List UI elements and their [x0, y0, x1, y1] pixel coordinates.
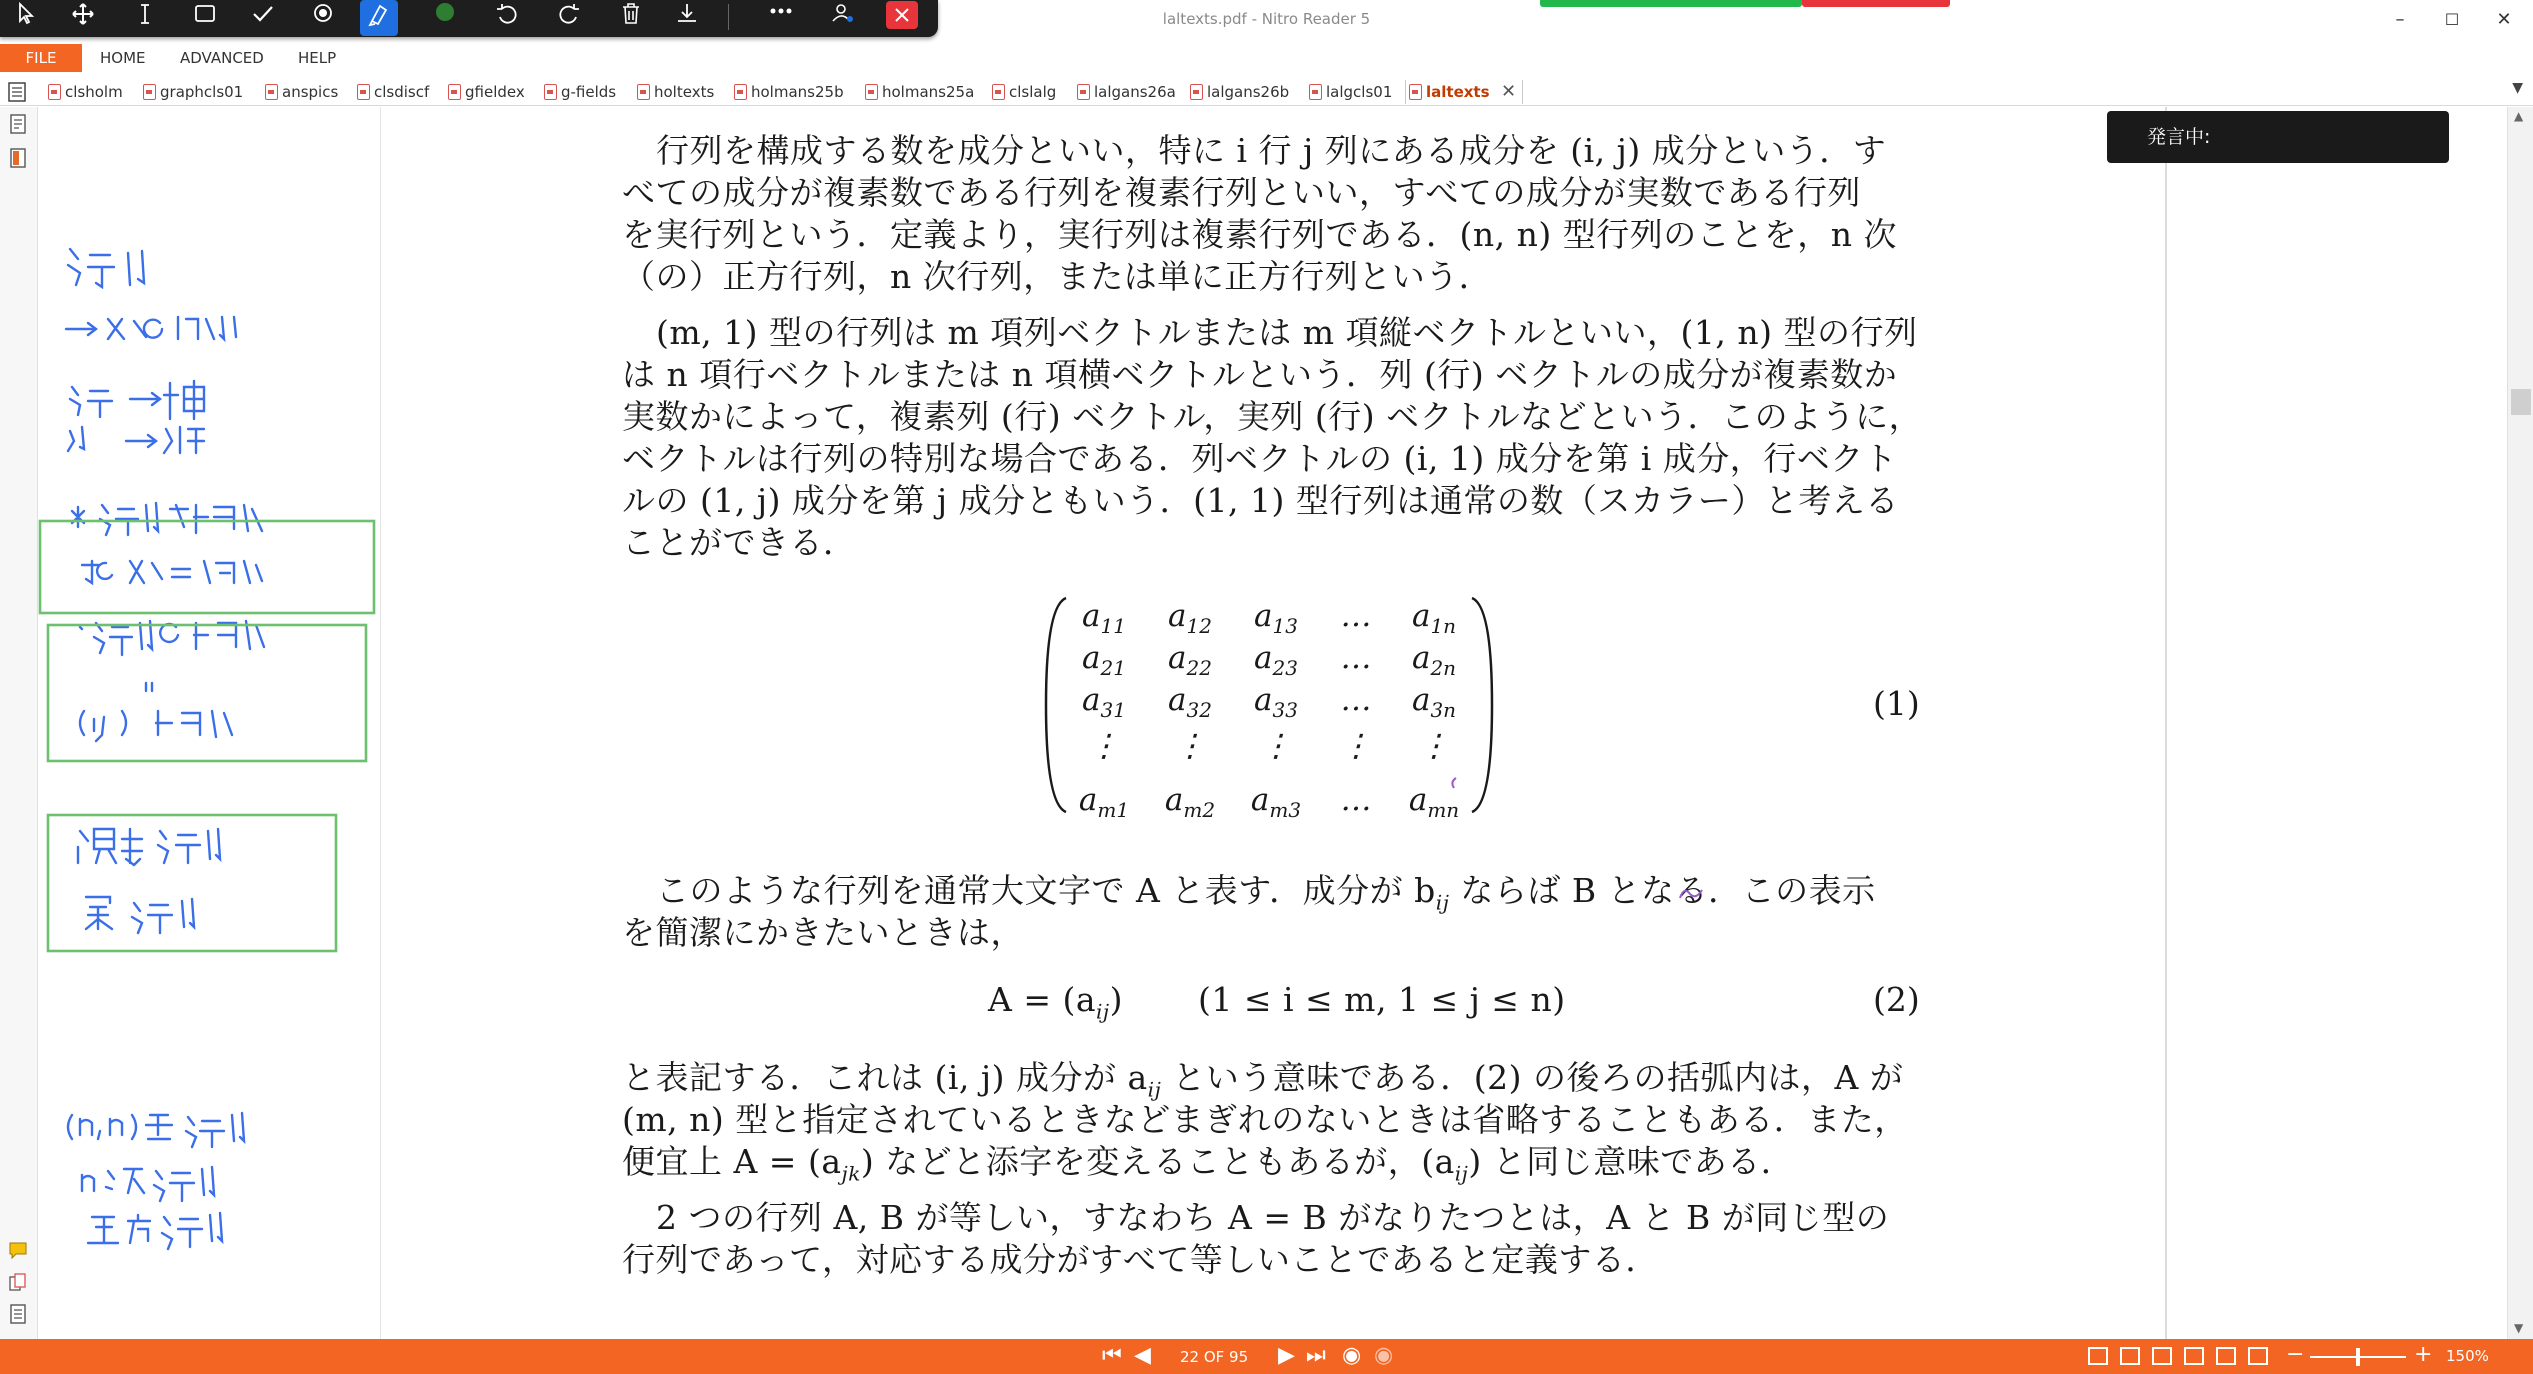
equation-2-condition: (1 ≤ i ≤ m, 1 ≤ j ≤ n)	[1198, 980, 1566, 1019]
menu-home[interactable]: HOME	[100, 49, 146, 67]
menu-bar	[0, 44, 2533, 72]
eq2-rhs: )	[1109, 980, 1123, 1019]
menu-advanced[interactable]: ADVANCED	[180, 49, 264, 67]
matrix-cell: …	[1340, 640, 1372, 676]
tab-label: lalgans26a	[1094, 83, 1176, 101]
next-page-icon[interactable]: ▶	[1278, 1343, 1295, 1368]
zoom-slider-thumb[interactable]	[2356, 1348, 2360, 1366]
p3-subscript: ij	[1435, 890, 1450, 915]
equation-number-2: (2)	[1873, 980, 1920, 1019]
undo-icon[interactable]	[488, 0, 526, 30]
scrollbar-thumb[interactable]	[2511, 389, 2531, 415]
close-window-button[interactable]: ✕	[2496, 9, 2512, 30]
facing-continuous-view-icon[interactable]	[2184, 1347, 2204, 1365]
pdf-file-icon	[544, 84, 557, 100]
highlighter-icon[interactable]	[360, 0, 398, 36]
left-sidebar-strip	[0, 107, 38, 1339]
pdf-file-icon	[992, 84, 1005, 100]
equation-2-lhs	[988, 980, 1123, 1024]
tab-label: anspics	[282, 83, 339, 101]
tab-holmans25b[interactable]	[731, 80, 844, 104]
matrix-cell: $a_{11}$	[1082, 598, 1126, 639]
color-dot-icon[interactable]	[426, 0, 464, 30]
zoom-out-button[interactable]: −	[2286, 1342, 2305, 1367]
vertical-scrollbar[interactable]	[2507, 107, 2533, 1339]
tab-lalgcls01[interactable]	[1306, 80, 1392, 104]
previous-page-icon[interactable]: ◀	[1134, 1343, 1151, 1368]
matrix-cell: ⋮	[1088, 728, 1120, 764]
toolbar-divider	[728, 4, 729, 30]
menu-help[interactable]: HELP	[298, 49, 337, 67]
scroll-up-arrow-icon[interactable]: ▲	[2514, 109, 2524, 123]
p2-line-4: ベクトルは行列の特別な場合である．列ベクトルの (i, 1) 成分を第 i 成分，行ベクト	[622, 439, 1898, 478]
p1-line-1: 行列を構成する数を成分といい，特に i 行 j 列にある成分を (i, j) 成分という．す	[656, 131, 1887, 170]
tab-graphcls01[interactable]	[140, 80, 243, 104]
p4-line-2: (m, n) 型と指定されているときなどまぎれのないときは省略することもある．また，	[622, 1100, 1908, 1139]
p3-line-2: を簡潔にかきたいときは，	[622, 913, 1024, 952]
equation-number-1: (1)	[1873, 684, 1920, 723]
window-title: laltexts.pdf - Nitro Reader 5	[1162, 10, 1371, 28]
tab-holmans25a[interactable]	[862, 80, 974, 104]
facing-view-icon[interactable]	[2152, 1347, 2172, 1365]
tab-label: holtexts	[654, 83, 715, 101]
comments-icon[interactable]	[8, 1240, 28, 1262]
matrix-cell: $a_{3n}$	[1411, 682, 1457, 723]
matrix-cell: $a_{m2}$	[1164, 782, 1216, 823]
tab-clsholm[interactable]	[45, 80, 123, 104]
pdf-file-icon	[637, 84, 650, 100]
p1-line-3: を実行列という．定義より，実行列は複素行列である．(n, n) 型行列のことを，n 次	[622, 215, 1897, 254]
tab-overflow-chevron-icon[interactable]: ▼	[2512, 80, 2523, 96]
tab-label: lalgans26b	[1207, 83, 1290, 101]
p1-line-2: べての成分が複素数である行列を複素行列といい，すべての成分が実数である行列	[622, 173, 1861, 212]
note-highlight-boxes	[40, 521, 374, 951]
rectangle-icon[interactable]	[186, 0, 224, 30]
p4-text-e: ) と同じ意味である．	[1468, 1142, 1795, 1181]
p2-line-6: ことができる．	[622, 523, 857, 562]
stamp-icon[interactable]	[304, 0, 342, 30]
pdf-file-icon	[143, 84, 156, 100]
status-bar	[0, 1339, 2533, 1374]
pdf-file-icon	[1077, 84, 1090, 100]
tab-g-fields[interactable]	[541, 80, 616, 104]
matrix-cell: ⋮	[1174, 728, 1206, 764]
matrix-cell: $a_{33}$	[1254, 682, 1298, 723]
handwritten-ink	[66, 249, 264, 1249]
menu-file[interactable]: FILE	[0, 44, 82, 72]
more-icon[interactable]	[762, 0, 800, 30]
matrix-cell: $a_{mn}$	[1408, 782, 1460, 823]
matrix-cell: $a_{12}$	[1168, 598, 1212, 639]
pdf-file-icon	[1309, 84, 1322, 100]
page-thumbnails-icon[interactable]	[8, 113, 28, 135]
matrix-cell: $a_{31}$	[1082, 682, 1126, 723]
p1-line-4: （の）正方行列，n 次行列，または単に正方行列という．	[622, 257, 1493, 296]
matrix-cell: $a_{m1}$	[1078, 782, 1130, 823]
matrix-cell: $a_{m3}$	[1250, 782, 1302, 823]
first-page-icon[interactable]: ⏮	[1102, 1343, 1122, 1368]
tab-anspics[interactable]	[262, 80, 338, 104]
p3-text-b: ならば B となる．この表示	[1449, 871, 1876, 910]
p4-text-c: 便宜上 A = (a	[622, 1142, 842, 1181]
recording-progress-green	[1540, 0, 1802, 7]
p4-line-3	[622, 1136, 1794, 1186]
tab-close-icon[interactable]: ✕	[1501, 81, 1517, 102]
tab-clslalg[interactable]	[989, 80, 1056, 104]
trash-icon[interactable]	[612, 0, 650, 30]
p2-line-5: ルの (1, j) 成分を第 j 成分ともいう．(1, 1) 型行列は通常の数（スカラー）と考える	[622, 481, 1899, 520]
tab-label: clslalg	[1009, 83, 1057, 101]
p4-text-b: という意味である．(2) の後ろの括弧内は，A が	[1161, 1058, 1904, 1097]
next-view-icon[interactable]: ◉	[1374, 1343, 1394, 1368]
tab-label: holmans25a	[882, 83, 975, 101]
matrix-cell: $a_{13}$	[1254, 598, 1298, 639]
handwriting-canvas	[38, 107, 381, 1339]
tab-label: clsdiscf	[374, 83, 430, 101]
p4-subscript-3: ij	[1454, 1161, 1469, 1186]
handwritten-notes-panel[interactable]	[38, 107, 381, 1339]
matrix-cell: $a_{23}$	[1254, 640, 1298, 681]
tab-label: lalgcls01	[1326, 83, 1393, 101]
pdf-file-icon	[48, 84, 61, 100]
pdf-file-icon	[265, 84, 278, 100]
continuous-view-icon[interactable]	[2120, 1347, 2140, 1365]
tab-gfieldex[interactable]	[445, 80, 525, 104]
tab-clsdiscf[interactable]	[354, 80, 429, 104]
p4-text-d: ) などと添字を変えることもあるが，(a	[860, 1142, 1455, 1181]
tab-lalgans26b[interactable]	[1187, 80, 1289, 104]
pdf-file-icon	[448, 84, 461, 100]
download-icon[interactable]	[668, 0, 706, 30]
minimize-button[interactable]: –	[2395, 9, 2405, 30]
tab-laltexts[interactable]	[1405, 80, 1523, 104]
matrix-cell: $a_{1n}$	[1411, 598, 1457, 639]
ink-toolbar	[0, 0, 938, 37]
page-indicator[interactable]: 22 OF 95	[1180, 1348, 1249, 1366]
last-page-icon[interactable]: ⏭	[1306, 1343, 1326, 1368]
single-page-view-icon[interactable]	[2088, 1347, 2108, 1365]
document-tab-bar	[0, 76, 2533, 106]
speaking-indicator: 発言中:	[2107, 111, 2449, 163]
recording-progress-red	[1802, 0, 1950, 7]
pdf-file-icon	[734, 84, 747, 100]
tab-label: g-fields	[561, 83, 617, 101]
matrix-cell: …	[1340, 598, 1372, 634]
p4-subscript-1: ij	[1147, 1077, 1162, 1102]
tab-label: clsholm	[65, 83, 123, 101]
user-settings-icon[interactable]	[824, 0, 862, 30]
output-list-icon[interactable]	[8, 1303, 28, 1325]
matrix-cell: $a_{2n}$	[1411, 640, 1457, 681]
zoom-in-button[interactable]: +	[2414, 1342, 2433, 1367]
p4-subscript-2: jk	[841, 1161, 861, 1186]
fit-width-icon[interactable]	[2216, 1347, 2236, 1365]
maximize-button[interactable]: ☐	[2444, 10, 2460, 29]
p3-text-a: このような行列を通常大文字で A と表す．成分が b	[656, 871, 1436, 910]
check-icon[interactable]	[244, 0, 282, 30]
tab-label: holmans25b	[751, 83, 844, 101]
p5-line-2: 行列であって，対応する成分がすべて等しいことであると定義する．	[622, 1240, 1659, 1279]
ink-mark-purple-2	[1676, 880, 1706, 904]
matrix-cell: …	[1340, 782, 1372, 818]
p2-line-2: は n 項行ベクトルまたは n 項横ベクトルという．列 (行) ベクトルの成分が複素数か	[622, 355, 1898, 394]
eq2-lhs: A = (a	[988, 980, 1097, 1019]
right-panel	[2167, 107, 2507, 1339]
close-icon[interactable]	[886, 1, 918, 29]
pdf-file-icon	[1409, 84, 1422, 100]
matrix-cell: $a_{22}$	[1168, 640, 1212, 681]
redo-icon[interactable]	[550, 0, 588, 30]
select-arrow-icon[interactable]	[8, 0, 46, 30]
pdf-file-icon	[1190, 84, 1203, 100]
scroll-down-arrow-icon[interactable]: ▼	[2514, 1321, 2524, 1335]
matrix-cell: $a_{32}$	[1168, 682, 1212, 723]
pdf-file-icon	[865, 84, 878, 100]
fit-page-icon[interactable]	[2248, 1347, 2268, 1365]
tab-lalgans26a[interactable]	[1074, 80, 1176, 104]
tab-holtexts[interactable]	[634, 80, 714, 104]
text-cursor-icon[interactable]	[126, 0, 164, 30]
tab-label: graphcls01	[160, 83, 244, 101]
matrix-cell: ⋮	[1418, 728, 1450, 764]
p5-line-1: 2 つの行列 A, B が等しい，すなわち A = B がなりたつとは，A と B が同じ型の	[656, 1198, 1890, 1237]
matrix-cell: …	[1340, 682, 1372, 718]
zoom-level[interactable]: 150%	[2446, 1347, 2489, 1365]
matrix-cell: $a_{21}$	[1082, 640, 1126, 681]
p2-line-1: (m, 1) 型の行列は m 項列ベクトルまたは m 項縦ベクトルといい，(1, n) 型の行列	[656, 313, 1918, 352]
move-icon[interactable]	[64, 0, 102, 30]
attachments-icon[interactable]	[8, 1271, 28, 1293]
eq2-subscript: ij	[1096, 999, 1110, 1024]
matrix-cell: ⋮	[1340, 728, 1372, 764]
bookmarks-icon[interactable]	[8, 147, 28, 169]
p4-text-a: と表記する．これは (i, j) 成分が a	[622, 1058, 1148, 1097]
tab-label: laltexts	[1426, 83, 1490, 101]
pdf-file-icon	[357, 84, 370, 100]
matrix-cell: ⋮	[1260, 728, 1292, 764]
tab-label: gfieldex	[465, 83, 525, 101]
ink-mark-purple	[1448, 776, 1460, 792]
previous-view-icon[interactable]: ◉	[1342, 1343, 1362, 1368]
p2-line-3: 実数かによって，複素列 (行) ベクトル，実列 (行) ベクトルなどという．このように，	[622, 397, 1923, 436]
